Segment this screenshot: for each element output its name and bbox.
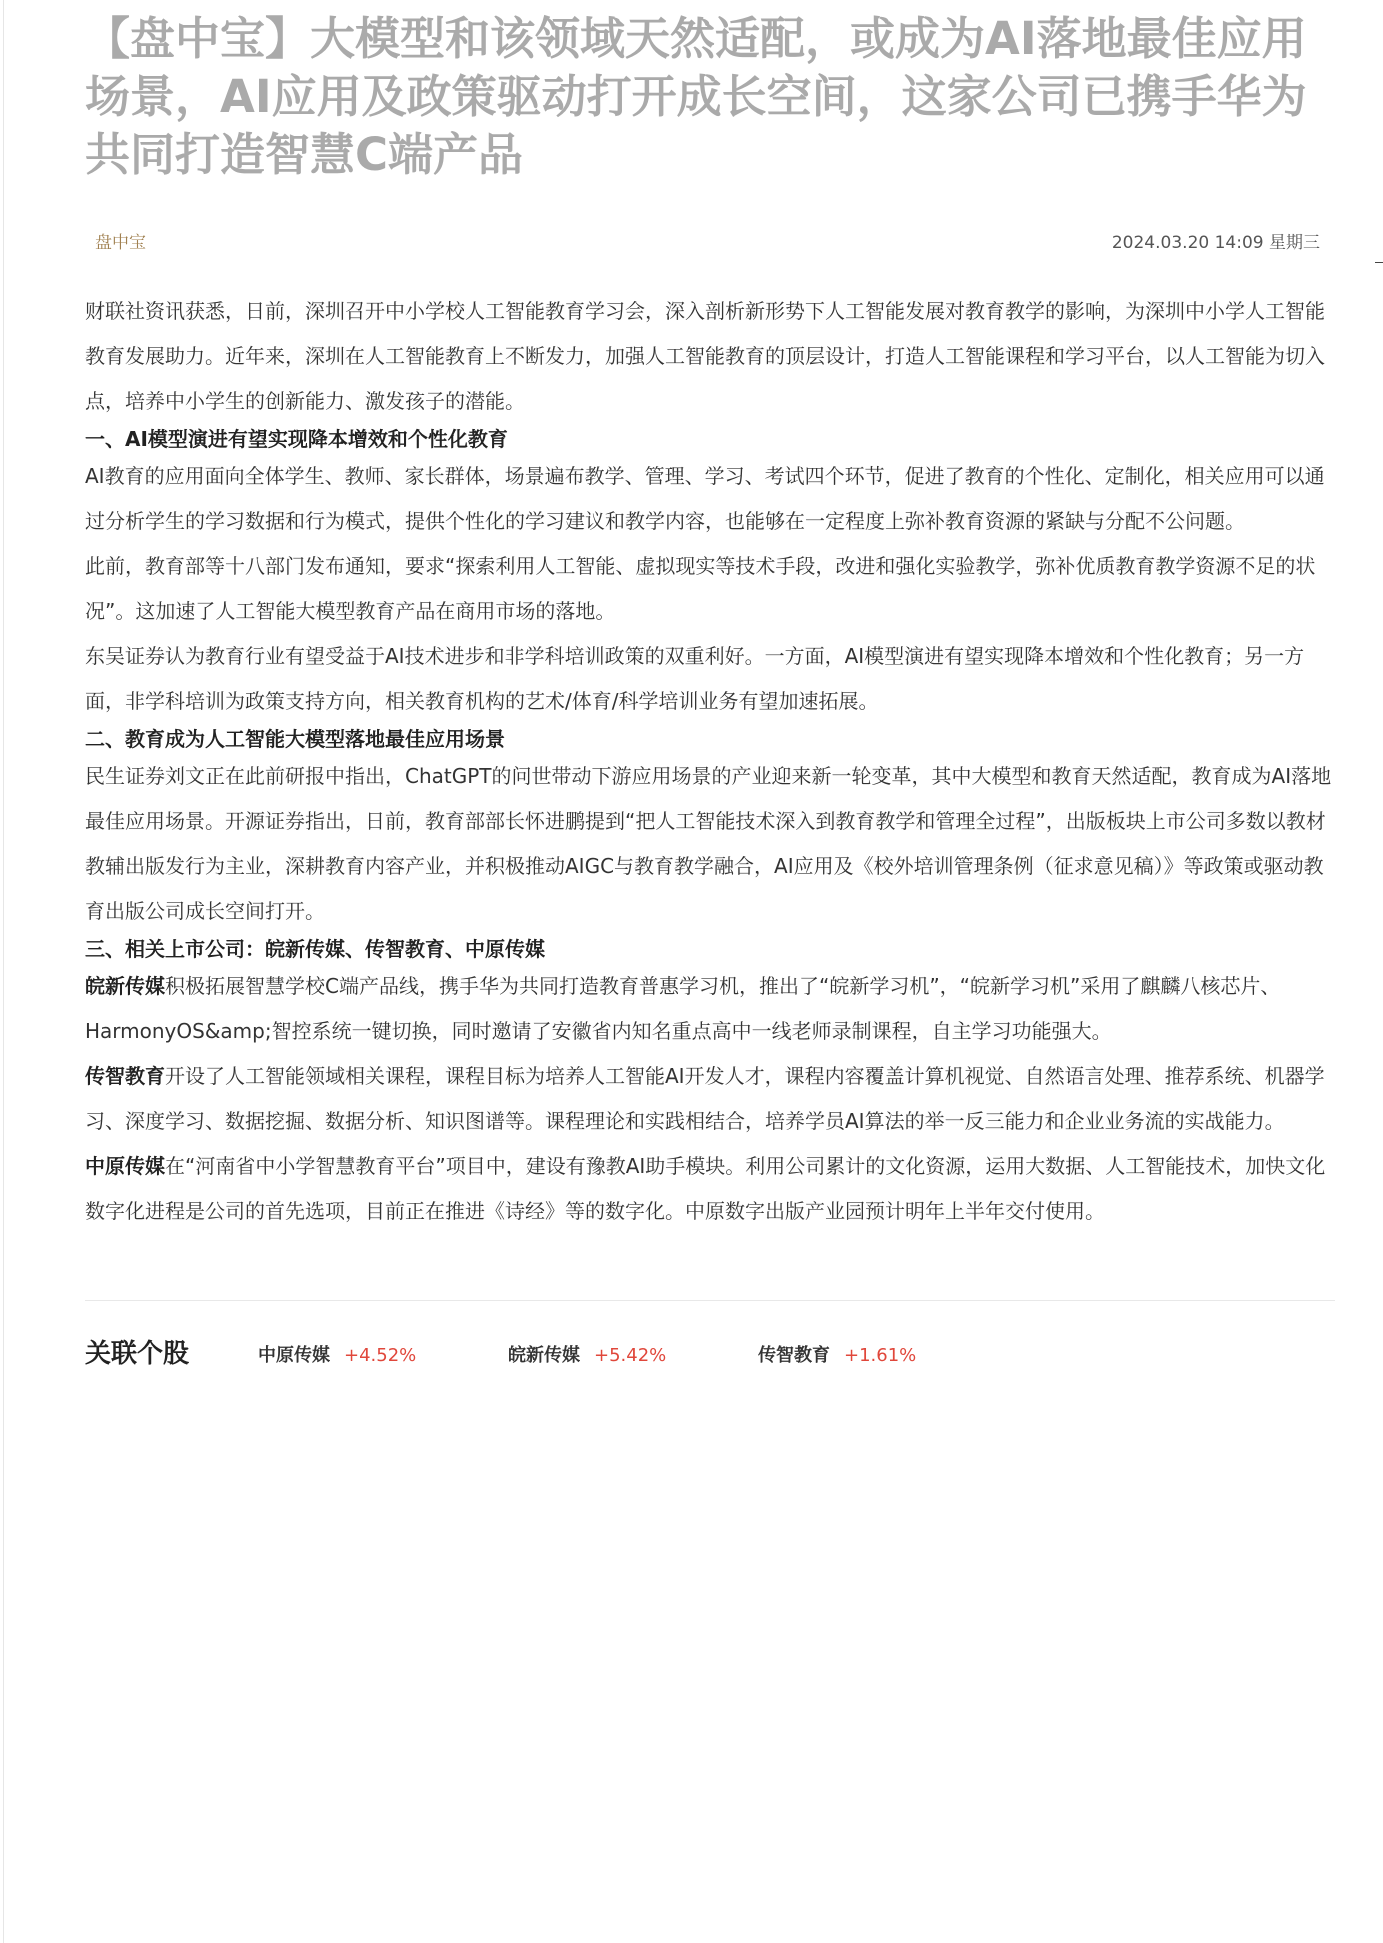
stock-change: +5.42% — [594, 1345, 667, 1366]
article-meta — [85, 228, 1335, 258]
company-paragraph-2 — [85, 1054, 1335, 1144]
section1-paragraph-1: AI教育的应用面向全体学生、教师、家长群体，场景遍布教学、管理、学习、考试四个环节，促进了教育的个性化、定制化，相关应用可以通过分析学生的学习数据和行为模式，提供个性化的学习建议和教学内容，也能够在一定程度上弥补教育资源的紧缺与分配不公问题。 — [85, 464, 1325, 533]
related-stocks — [85, 1321, 1335, 1381]
stock-change: +4.52% — [344, 1345, 417, 1366]
section-divider — [85, 1300, 1335, 1301]
intro-paragraph: 财联社资讯获悉，日前，深圳召开中小学校人工智能教育学习会，深入剖析新形势下人工智能发展对教育教学的影响，为深圳中小学人工智能教育发展助力。近年来，深圳在人工智能教育上不断发力，加强人工智能教育的顶层设计，打造人工智能课程和学习平台，以人工智能为切入点，培养中小学生的创新能力、激发孩子的潜能。 — [85, 299, 1325, 413]
company-name-3: 中原传媒 — [85, 1154, 165, 1178]
section-heading-3: 三、相关上市公司：皖新传媒、传智教育、中原传媒 — [85, 937, 545, 961]
related-stocks-title: 关联个股 — [85, 1339, 190, 1369]
stock-name: 中原传媒 — [258, 1345, 330, 1366]
section1-paragraph-3: 东吴证券认为教育行业有望受益于AI技术进步和非学科培训政策的双重利好。一方面，AI模型演进有望实现降本增效和个性化教育；另一方面，非学科培训为政策支持方向，相关教育机构的艺术/体育/科学培训业务有望加速拓展。 — [85, 644, 1305, 713]
company-text-3: 在“河南省中小学智慧教育平台”项目中，建设有豫教AI助手模块。利用公司累计的文化资源，运用大数据、人工智能技术，加快文化数字化进程是公司的首先选项，目前正在推进《诗经》等的数字化。中原数字出版产业园预计明年上半年交付使用。 — [85, 1154, 1326, 1223]
left-frame-border — [3, 0, 4, 1943]
section2-paragraph-1: 民生证券刘文正在此前研报中指出，ChatGPT的问世带动下游应用场景的产业迎来新一轮变革，其中大模型和教育天然适配，教育成为AI落地最佳应用场景。开源证券指出，日前，教育部部长怀进鹏提到“把人工智能技术深入到教育教学和管理全过程”，出版板块上市公司多数以教材教辅出版发行为主业，深耕教育内容产业，并积极推动AIGC与教育教学融合，AI应用及《校外培训管理条例（征求意见稿）》等政策或驱动教育出版公司成长空间打开。 — [85, 764, 1332, 923]
section-heading-2: 二、教育成为人工智能大模型落地最佳应用场景 — [85, 727, 505, 751]
article-date: 2024.03.20 14:09 星期三 — [1111, 233, 1320, 253]
stock-item-zhongyuan[interactable] — [258, 1341, 416, 1367]
company-name-1: 皖新传媒 — [85, 974, 165, 998]
stock-item-chuanzhi[interactable] — [758, 1341, 916, 1367]
scrollbar-marker[interactable] — [1375, 262, 1383, 263]
section-heading-1: 一、AI模型演进有望实现降本增效和个性化教育 — [85, 427, 508, 451]
stock-name: 传智教育 — [758, 1345, 830, 1366]
article-body — [85, 289, 1335, 1234]
section1-paragraph-2: 此前，教育部等十八部门发布通知，要求“探索利用人工智能、虚拟现实等技术手段，改进和强化实验教学，弥补优质教育教学资源不足的状况”。这加速了人工智能大模型教育产品在商用市场的落地。 — [85, 554, 1316, 623]
company-name-2: 传智教育 — [85, 1064, 165, 1088]
stock-name: 皖新传媒 — [508, 1345, 580, 1366]
stock-change: +1.61% — [844, 1345, 917, 1366]
article-container — [85, 10, 1335, 1381]
article-source-link[interactable]: 盘中宝 — [95, 233, 146, 253]
stock-item-wanxin[interactable] — [508, 1341, 666, 1367]
article-title: 【盘中宝】大模型和该领域天然适配，或成为AI落地最佳应用场景，AI应用及政策驱动打开成长空间，这家公司已携手华为共同打造智慧C端产品 — [85, 12, 1307, 181]
company-paragraph-3 — [85, 1144, 1335, 1234]
company-text-1: 积极拓展智慧学校C端产品线，携手华为共同打造教育普惠学习机，推出了“皖新学习机”，“皖新学习机”采用了麒麟八核芯片、HarmonyOS&amp;智控系统一键切换，同时邀请了安徽省内知名重点高中一线老师录制课程，自主学习功能强大。 — [85, 974, 1281, 1043]
company-text-2: 开设了人工智能领域相关课程，课程目标为培养人工智能AI开发人才，课程内容覆盖计算机视觉、自然语言处理、推荐系统、机器学习、深度学习、数据挖掘、数据分析、知识图谱等。课程理论和实践相结合，培养学员AI算法的举一反三能力和企业业务流的实战能力。 — [85, 1064, 1325, 1133]
company-paragraph-1 — [85, 964, 1335, 1054]
